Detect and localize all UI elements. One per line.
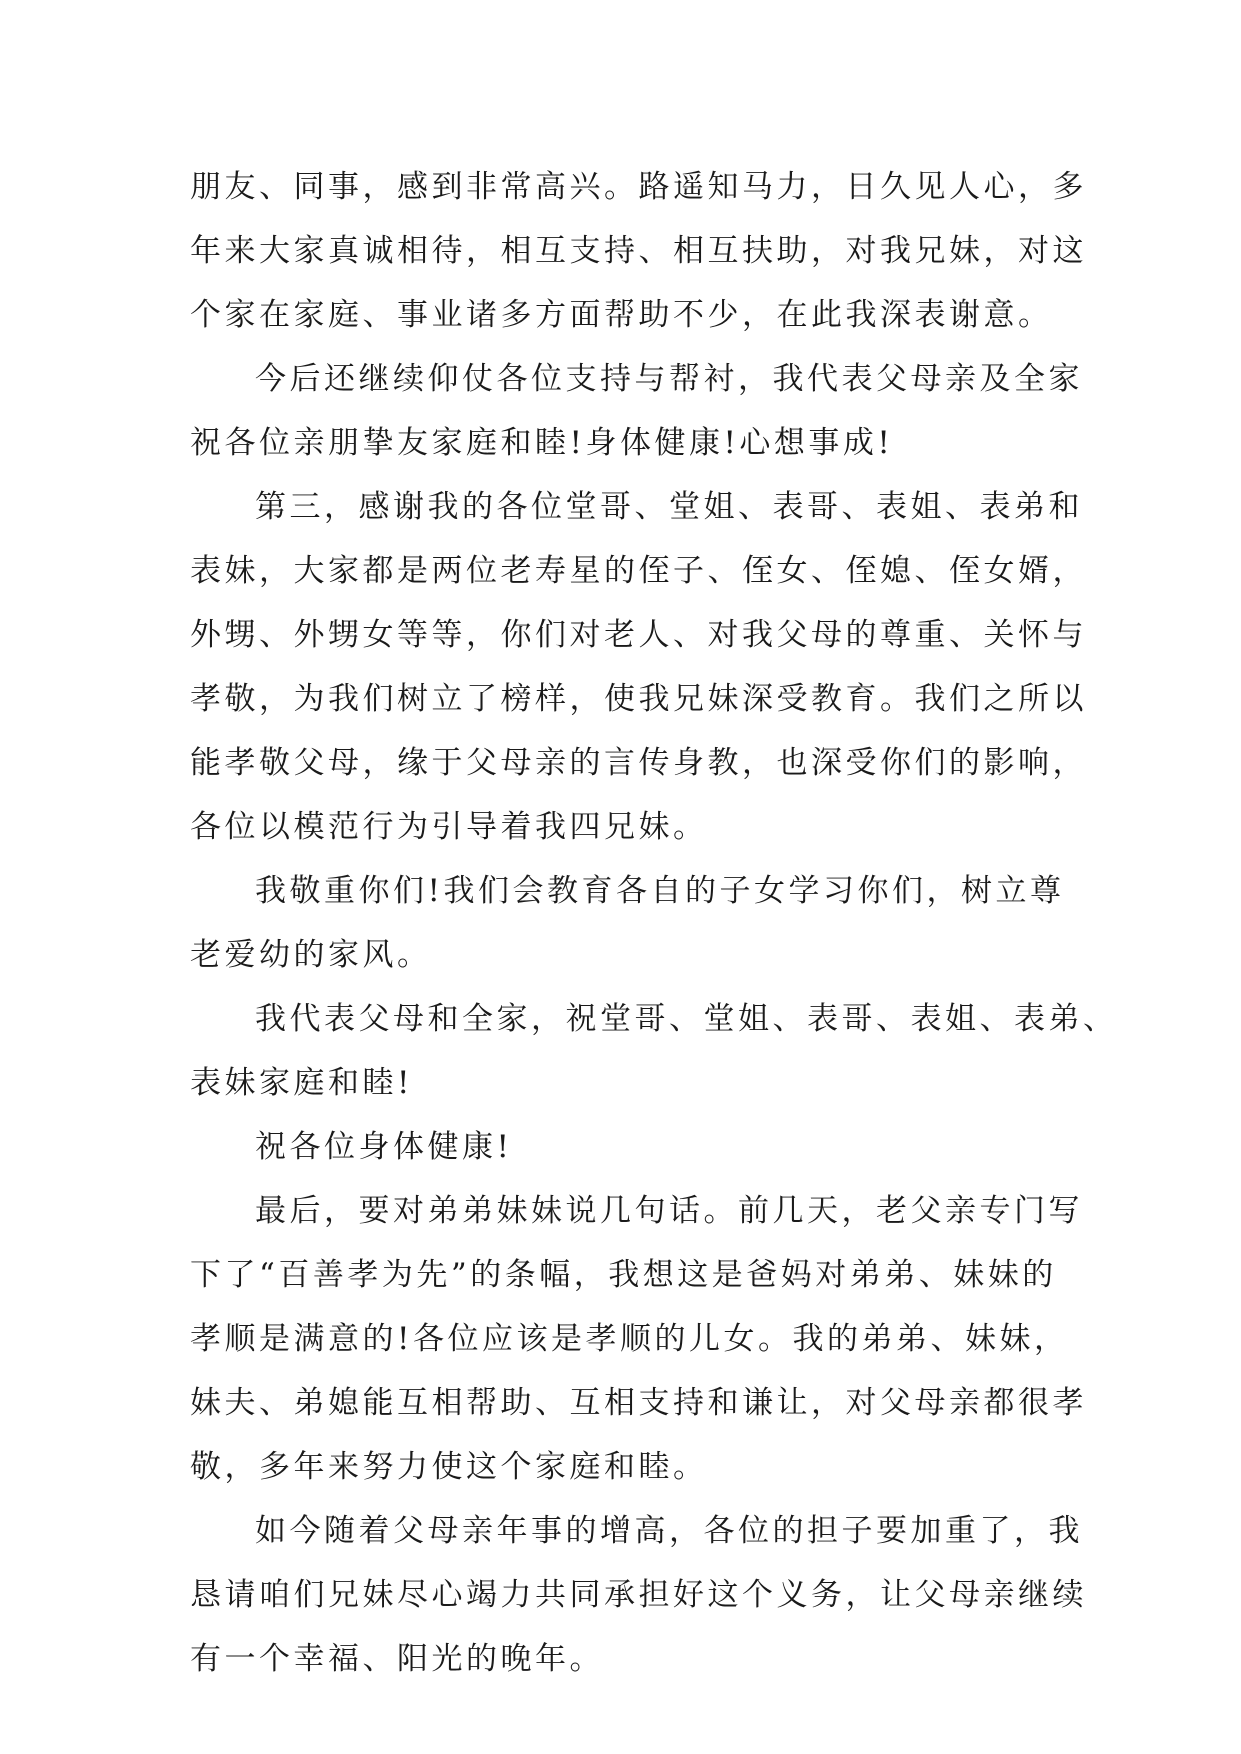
text-line: 外甥、外甥女等等，你们对老人、对我父母的尊重、关怀与 [190, 617, 1087, 653]
text-line: 孝顺是满意的!各位应该是孝顺的儿女。我的弟弟、妹妹， [190, 1321, 1069, 1357]
text-line: 个家在家庭、事业诸多方面帮助不少，在此我深表谢意。 [190, 297, 1053, 333]
document-body [190, 155, 1118, 1691]
text-line: 我代表父母和全家，祝堂哥、堂姐、表哥、表姐、表弟、 [255, 1001, 1118, 1037]
text-line: 妹夫、弟媳能互相帮助、互相支持和谦让，对父母亲都很孝 [190, 1385, 1087, 1421]
text-line: 年来大家真诚相待，相互支持、相互扶助，对我兄妹，对这 [190, 233, 1087, 269]
text-line: 孝敬，为我们树立了榜样，使我兄妹深受教育。我们之所以 [190, 681, 1087, 717]
text-line: 下了“百善孝为先”的条幅，我想这是爸妈对弟弟、妹妹的 [190, 1257, 1057, 1293]
text-line: 各位以模范行为引导着我四兄妹。 [190, 809, 708, 845]
text-line: 第三，感谢我的各位堂哥、堂姐、表哥、表姐、表弟和 [255, 489, 1083, 525]
text-line: 表妹家庭和睦! [190, 1065, 413, 1101]
text-line: 表妹，大家都是两位老寿星的侄子、侄女、侄媳、侄女婿， [190, 553, 1087, 589]
text-line: 有一个幸福、阳光的晚年。 [190, 1641, 604, 1677]
text-line: 恳请咱们兄妹尽心竭力共同承担好这个义务，让父母亲继续 [190, 1577, 1087, 1613]
text-line: 老爱幼的家风。 [190, 937, 432, 973]
text-line: 敬，多年来努力使这个家庭和睦。 [190, 1449, 708, 1485]
text-line: 如今随着父母亲年事的增高，各位的担子要加重了，我 [255, 1513, 1083, 1549]
text-line: 今后还继续仰仗各位支持与帮衬，我代表父母亲及全家 [255, 361, 1083, 397]
text-line: 能孝敬父母，缘于父母亲的言传身教，也深受你们的影响， [190, 745, 1087, 781]
text-line: 祝各位亲朋挚友家庭和睦!身体健康!心想事成! [190, 425, 894, 461]
text-line: 祝各位身体健康! [255, 1129, 513, 1165]
text-line: 最后，要对弟弟妹妹说几句话。前几天，老父亲专门写 [255, 1193, 1083, 1229]
text-line: 朋友、同事，感到非常高兴。路遥知马力，日久见人心，多 [190, 169, 1087, 205]
text-line: 我敬重你们!我们会教育各自的子女学习你们，树立尊 [255, 873, 1065, 909]
